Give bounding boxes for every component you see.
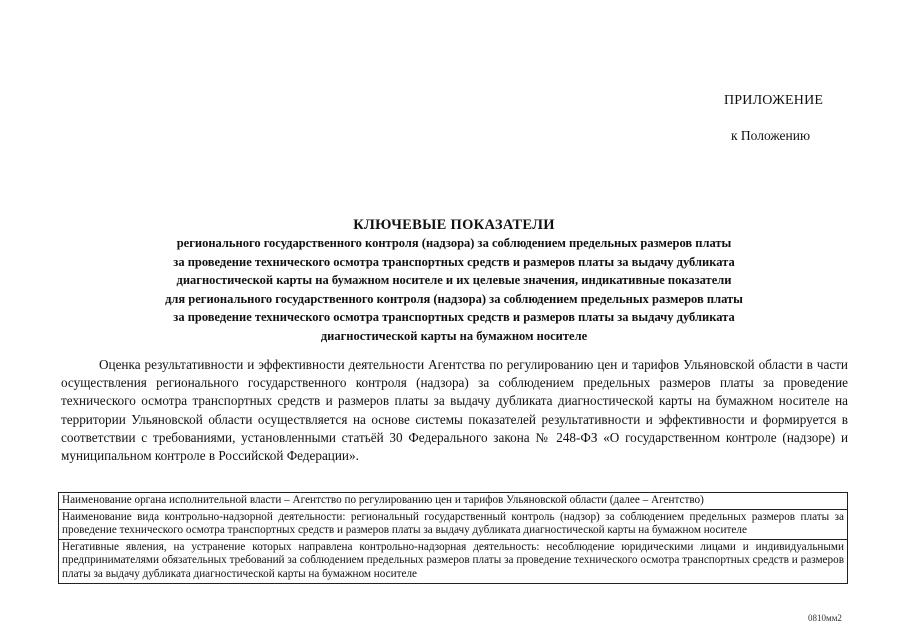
table-row — [59, 493, 848, 510]
heading-title: КЛЮЧЕВЫЕ ПОКАЗАТЕЛИ — [353, 217, 555, 233]
table-row — [59, 539, 848, 583]
info-table — [58, 492, 848, 584]
table-cell-negative-phenomena: Негативные явления, на устранение которых направлена контрольно-надзорная деятельность: несоблюдение юридическими лицами и индивидуальными предпринимателями обязательных требований за соблюдением предельных размеров платы за проведение технического осмотра транспортных средств и размеров платы за выдачу дубликата диагностической карты на бумажном носителе — [59, 539, 848, 583]
intro-paragraph: Оценка результативности и эффективности деятельности Агентства по регулированию цен и тарифов Ульяновской области в части осуществления регионального государственного контроля (надзора) за соблюдением предельных размеров платы за проведение технического осмотра транспортных средств и размеров платы за выдачу дубликата диагностической карты на бумажном носителе на территории Ульяновской области осуществляется на основе системы показателей результативности и эффективности и формируется в соответствии с требованиями, установленными статьёй 30 Федерального закона № 248-ФЗ «О государственном контроле (надзоре) и муниципальном контроле в Российской Федерации». — [61, 357, 848, 464]
heading-line: диагностической карты на бумажном носителе и их целевые значения, индикативные показатели — [176, 273, 732, 288]
appendix-title: ПРИЛОЖЕНИЕ — [724, 93, 824, 108]
table-row — [59, 509, 848, 539]
appendix-subtitle: к Положению — [731, 128, 811, 143]
table-cell-activity-type: Наименование вида контрольно-надзорной деятельности: региональный государственный контроль (надзор) за соблюдением предельных размеров платы за проведение технического осмотра транспортных средств и размеров платы за выдачу дубликата диагностической карты на бумажном носителе — [59, 509, 848, 539]
heading-line: за проведение технического осмотра транспортных средств и размеров платы за выдачу дубликата — [173, 310, 735, 325]
table-cell-authority: Наименование органа исполнительной власти – Агентство по регулированию цен и тарифов Ульяновской области (далее – Агентство) — [59, 493, 848, 510]
heading-line: регионального государственного контроля (надзора) за соблюдением предельных размеров платы — [176, 236, 732, 250]
heading-line: диагностической карты на бумажном носителе — [320, 328, 588, 343]
heading-line: за проведение технического осмотра транспортных средств и размеров платы за выдачу дубликата — [173, 254, 735, 269]
document-heading — [96, 216, 812, 346]
document-code: 0810мм2 — [808, 613, 842, 623]
heading-line: для регионального государственного контроля (надзора) за соблюдением предельных размеров платы — [165, 291, 743, 306]
